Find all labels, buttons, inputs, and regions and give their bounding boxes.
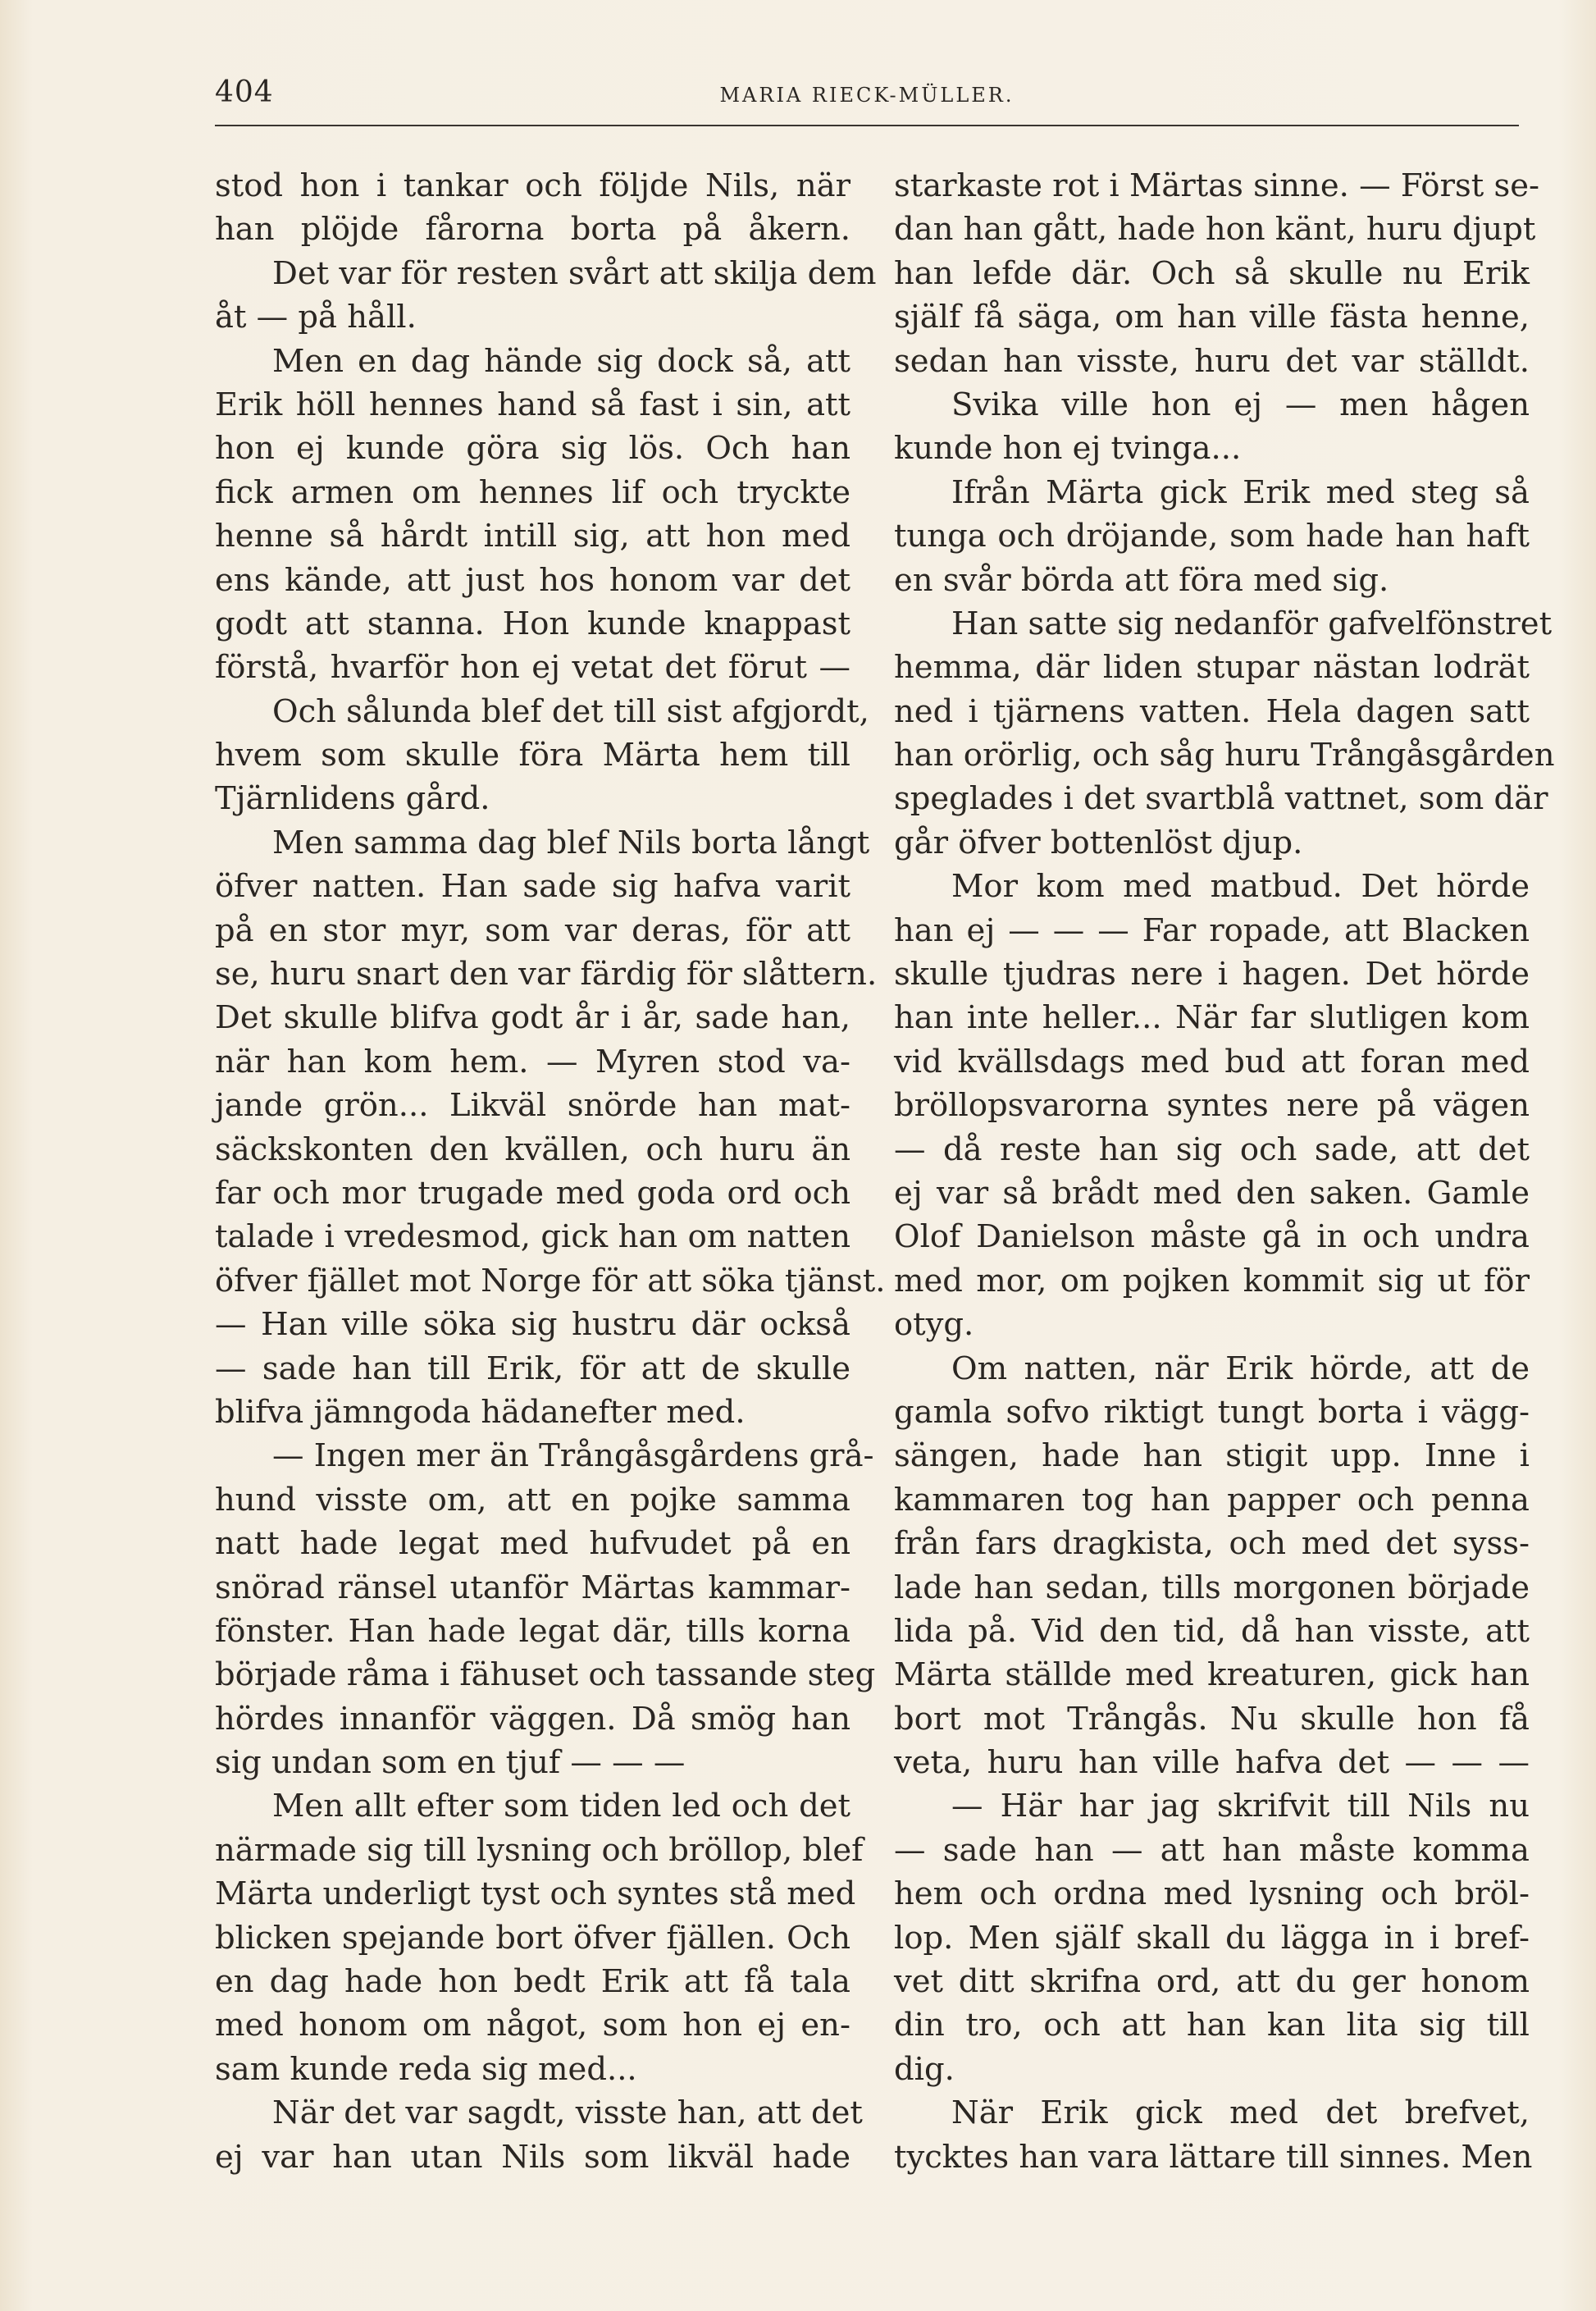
text-line: hon ej kunde göra sig lös. Och han [215,430,850,468]
text-line: — Här har jag skrifvit till Nils nu [951,1788,1530,1825]
text-line: Men allt efter som tiden led och det [272,1788,850,1825]
text-line: natt hade legat med hufvudet på en [215,1525,850,1563]
text-line: ned i tjärnens vatten. Hela dagen satt [894,692,1530,730]
text-line: blifva jämngoda hädanefter med. [215,1393,746,1431]
text-line: hund visste om, att en pojke samma [215,1481,850,1519]
text-line: Ifrån Märta gick Erik med steg så [951,473,1530,511]
text-line: Om natten, när Erik hörde, att de [951,1350,1530,1387]
text-line: dig. [894,2050,955,2088]
text-line: fönster. Han hade legat där, tills korna [215,1612,850,1650]
text-line: vid kvällsdags med bud att foran med [894,1043,1530,1080]
text-line: lida på. Vid den tid, då han visste, att [894,1612,1530,1650]
text-line: skulle tjudras nere i hagen. Det hörde [894,956,1530,993]
text-line: Men samma dag blef Nils borta långt [272,824,870,861]
text-line: förstå, hvarför hon ej vetat det förut — [215,649,850,687]
text-line: Erik höll hennes hand så fast i sin, att [215,386,850,423]
running-head: MARIA RIECK-MÜLLER. [719,84,1015,107]
text-line: speglades i det svartblå vattnet, som där [894,780,1548,818]
header-rule [215,125,1519,126]
text-line: dan han gått, hade hon känt, huru djupt [894,211,1536,249]
text-line: han lefde där. Och så skulle nu Erik [894,254,1530,292]
text-line: Det var för resten svårt att skilja dem [272,254,877,292]
text-line: Olof Danielson måste gå in och undra [894,1218,1530,1256]
text-line: — sade han till Erik, för att de skulle [215,1350,850,1387]
text-line: — då reste han sig och sade, att det [894,1130,1530,1168]
text-line: far och mor trugade med goda ord och [215,1174,850,1212]
text-line: bort mot Trångås. Nu skulle hon få [894,1700,1530,1738]
text-line: talade i vredesmod, gick han om natten [215,1218,850,1256]
text-line: när han kom hem. — Myren stod va- [215,1043,850,1080]
text-line: öfver natten. Han sade sig hafva varit [215,868,850,906]
text-line: starkaste rot i Märtas sinne. — Först se- [894,167,1540,204]
text-line: fick armen om hennes lif och tryckte [215,473,850,511]
text-line: jande grön... Likväl snörde han mat- [215,1087,850,1125]
text-line: Märta ställde med kreaturen, gick han [894,1656,1530,1694]
text-line: sängen, hade han stigit upp. Inne i [894,1437,1530,1475]
text-line: en dag hade hon bedt Erik att få tala [215,1963,850,2001]
text-line: han orörlig, och såg huru Trångåsgården [894,737,1555,774]
text-line: öfver fjället mot Norge för att söka tjänst. [215,1262,886,1299]
text-line: — Han ville söka sig hustru där också [215,1306,850,1344]
text-line: lop. Men själf skall du lägga in i bref- [894,1919,1530,1957]
text-line: sam kunde reda sig med... [215,2050,637,2088]
text-line: hemma, där liden stupar nästan lodrät [894,649,1530,687]
text-line: ej var så brådt med den saken. Gamle [894,1174,1530,1212]
text-line: med mor, om pojken kommit sig ut för [894,1262,1530,1299]
text-line: Det skulle blifva godt år i år, sade han, [215,999,850,1037]
text-line: hördes innanför väggen. Då smög han [215,1700,850,1738]
text-column-left [215,164,886,2179]
text-line: stod hon i tankar och följde Nils, när [215,167,850,204]
text-line: sig undan som en tjuf — — — [215,1744,686,1782]
page-header [215,75,1519,125]
text-line: Svika ville hon ej — men hågen [951,386,1530,423]
text-line: kammaren tog han papper och penna [894,1481,1530,1519]
text-line: henne så hårdt intill sig, att hon med [215,518,850,555]
text-line: din tro, och att han kan lita sig till [894,2007,1530,2044]
text-line: med honom om något, som hon ej en- [215,2007,850,2044]
text-line: Mor kom med matbud. Det hörde [951,868,1530,906]
text-line: vet ditt skrifna ord, att du ger honom [894,1963,1530,2001]
text-line: snörad ränsel utanför Märtas kammar- [215,1569,850,1606]
text-line: se, huru snart den var färdig för slåttern. [215,956,878,993]
text-line: — Ingen mer än Trångåsgårdens grå- [272,1437,874,1475]
text-line: Märta underligt tyst och syntes stå med [215,1875,856,1913]
text-column-right [894,164,1555,2179]
text-line: han inte heller... När far slutligen kom [894,999,1530,1037]
text-line: sedan han visste, huru det var ställdt. [894,342,1530,380]
text-line: började råma i fähuset och tassande steg [215,1656,876,1694]
text-line: ej var han utan Nils som likväl hade [215,2138,850,2176]
text-line: Men en dag hände sig dock så, att [272,342,850,380]
text-line: själf få säga, om han ville fästa henne, [894,299,1530,336]
text-line: Han satte sig nedanför gafvelfönstret [951,605,1553,642]
text-line: När det var sagdt, visste han, att det [272,2094,863,2132]
text-line: gamla sofvo riktigt tungt borta i vägg- [894,1393,1530,1431]
text-line: bröllopsvarorna syntes nere på vägen [894,1087,1530,1125]
text-line: han plöjde fårorna borta på åkern. [215,211,850,249]
text-line: på en stor myr, som var deras, för att [215,911,850,949]
text-line: ens kände, att just hos honom var det [215,561,850,599]
text-line: går öfver bottenlöst djup. [894,824,1303,861]
text-line: hem och ordna med lysning och bröl- [894,1875,1530,1913]
text-line: Och sålunda blef det till sist afgjordt, [272,692,869,730]
text-line: hvem som skulle föra Märta hem till [215,737,850,774]
text-line: godt att stanna. Hon kunde knappast [215,605,850,642]
text-line: otyg. [894,1306,974,1344]
text-line: säckskonten den kvällen, och huru än [215,1130,850,1168]
text-line: närmade sig till lysning och bröllop, blef [215,1831,864,1869]
text-line: kunde hon ej tvinga... [894,430,1242,468]
text-line: Tjärnlidens gård. [215,780,490,818]
text-line: han ej — — — Far ropade, att Blacken [894,911,1530,949]
text-line: från fars dragkista, och med det syss- [894,1525,1530,1563]
text-line: en svår börda att föra med sig. [894,561,1389,599]
text-line: veta, huru han ville hafva det — — — [894,1744,1530,1782]
text-line: blicken spejande bort öfver fjällen. Och [215,1919,850,1957]
text-line: åt — på håll. [215,299,417,336]
text-line: lade han sedan, tills morgonen började [894,1569,1530,1606]
text-line: När Erik gick med det brefvet, [951,2094,1530,2132]
page-number: 404 [215,75,274,109]
text-line: tunga och dröjande, som hade han haft [894,518,1530,555]
text-line: — sade han — att han måste komma [894,1831,1530,1869]
text-line: tycktes han vara lättare till sinnes. Men [894,2138,1533,2176]
